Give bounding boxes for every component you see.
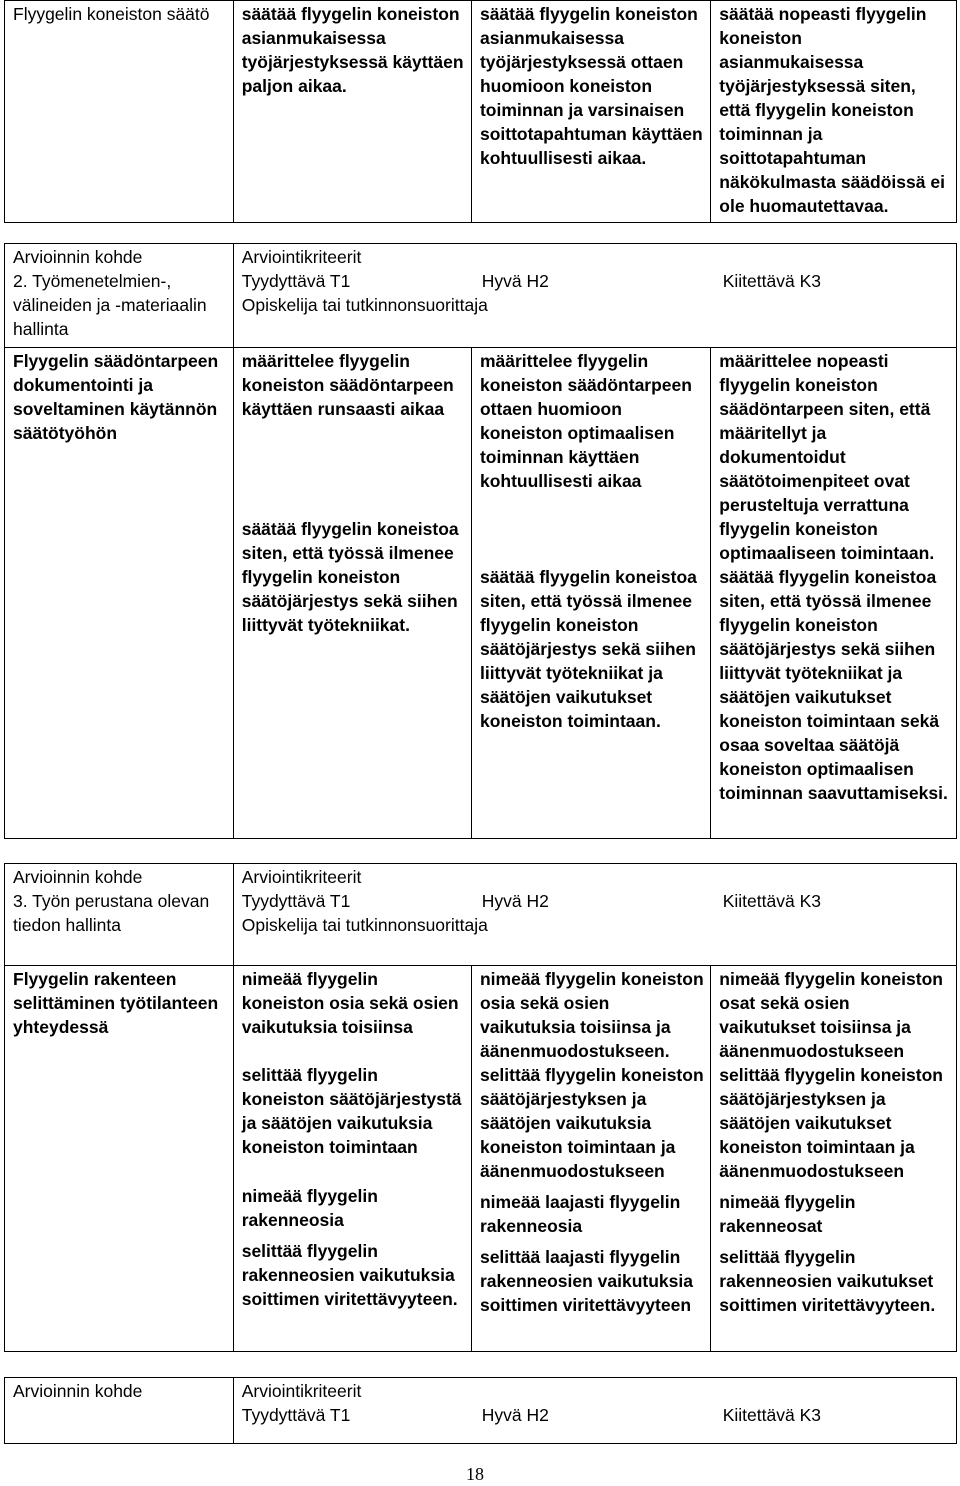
- criterion-text: nimeää flyygelin rakenneosia: [241, 1186, 378, 1230]
- cell-t1: [233, 1, 471, 223]
- cell-h2: [471, 348, 710, 839]
- cell-text: säätää flyygelin koneiston asianmukaisessa työjärjestyksessä käyttäen paljon aikaa.: [241, 4, 464, 96]
- section2-table: [4, 243, 957, 839]
- kohde-cell: [5, 244, 234, 348]
- section-header-row: [5, 244, 957, 348]
- table-row: [5, 966, 957, 1352]
- section-header-row: [5, 1378, 957, 1444]
- kohde-cell: [5, 1378, 234, 1444]
- grade-h2-label: Hyvä H2: [481, 271, 549, 291]
- kohde-cell: [5, 864, 234, 966]
- kohde-label: Arvioinnin kohde: [13, 867, 143, 887]
- kriteerit-cell: [233, 864, 956, 966]
- criterion-text: nimeää laajasti flyygelin rakenneosia: [479, 1192, 681, 1236]
- cell-k3: [711, 1, 957, 223]
- criterion-text: määrittelee nopeasti flyygelin koneiston säädöntarpeen siten, että määritellyt ja dokumentoidut säätötoimenpiteet ovat perusteltuja verrattuna flyygelin koneiston optimaaliseen toimintaan.: [719, 351, 935, 563]
- kriteerit-label: Arviointikriteerit: [241, 247, 362, 267]
- criterion-text: säätää flyygelin koneistoa siten, että työssä ilmenee flyygelin koneiston säätöjärjestys sekä siihen liittyvät työtekniikat ja säätöjen vaikutukset koneiston toimintaan sekä osaa soveltaa säätöjä koneiston optimaalisen toiminnan saavuttamiseksi.: [719, 567, 948, 803]
- grade-t1-label: Tyydyttävä T1: [241, 891, 351, 911]
- section-header-row: [5, 864, 957, 966]
- target-cell: [5, 966, 234, 1352]
- kriteerit-label: Arviointikriteerit: [241, 1381, 362, 1401]
- grade-k3-label: Kiitettävä K3: [722, 891, 821, 911]
- cell-h2: [471, 966, 710, 1352]
- section3-table: [4, 863, 957, 1352]
- cell-text: säätää nopeasti flyygelin koneiston asianmukaisessa työjärjestyksessä siten, että flyygelin koneiston toiminnan ja soittotapahtuman näkökulmasta säädöissä ei ole huomautettavaa.: [719, 4, 945, 216]
- criterion-text: selittää flyygelin koneiston säätöjärjestystä ja säätöjen vaikutuksia koneiston toimintaan: [241, 1065, 462, 1157]
- grade-h2-label: Hyvä H2: [481, 1405, 549, 1425]
- criterion-text: selittää flyygelin koneiston säätöjärjestyksen ja säätöjen vaikutukset koneiston toimintaan ja äänenmuodostukseen: [719, 1065, 943, 1181]
- kriteerit-cell: [233, 244, 956, 348]
- cell-t1: [233, 966, 471, 1352]
- target-cell: [5, 348, 234, 839]
- grade-t1-label: Tyydyttävä T1: [241, 271, 351, 291]
- row-title-text: Flyygelin koneiston säätö: [13, 4, 210, 24]
- criterion-text: selittää flyygelin koneiston säätöjärjestyksen ja säätöjen vaikutuksia koneiston toimintaan ja äänenmuodostukseen: [479, 1065, 704, 1181]
- criterion-text: nimeää flyygelin koneiston osia sekä osien vaikutuksia toisiinsa ja äänenmuodostukseen.: [479, 969, 704, 1061]
- criterion-text: nimeää flyygelin rakenneosat: [719, 1192, 856, 1236]
- criterion-text: selittää flyygelin rakenneosien vaikutukset soittimen viritettävyyteen.: [719, 1247, 936, 1315]
- criterion-text: määrittelee flyygelin koneiston säädöntarpeen ottaen huomioon koneiston optimaalisen toiminnan käyttäen kohtuullisesti aikaa: [479, 351, 692, 491]
- cell-h2: [471, 1, 710, 223]
- criterion-text: säätää flyygelin koneistoa siten, että työssä ilmenee flyygelin koneiston säätöjärjestys sekä siihen liittyvät työtekniikat.: [241, 519, 459, 635]
- grade-t1-label: Tyydyttävä T1: [241, 1405, 351, 1425]
- top-criteria-table: [4, 0, 957, 223]
- opiskelija-label: Opiskelija tai tutkinnonsuorittaja: [241, 915, 488, 935]
- kohde-label: Arvioinnin kohde: [13, 247, 143, 267]
- criterion-text: selittää flyygelin rakenneosien vaikutuksia soittimen viritettävyyteen.: [241, 1241, 458, 1309]
- criterion-text: selittää laajasti flyygelin rakenneosien vaikutuksia soittimen viritettävyyteen: [479, 1247, 693, 1315]
- cell-k3: [711, 348, 957, 839]
- grade-h2-label: Hyvä H2: [481, 891, 549, 911]
- kriteerit-label: Arviointikriteerit: [241, 867, 362, 887]
- cell-t1: [233, 348, 471, 839]
- grade-k3-label: Kiitettävä K3: [722, 271, 821, 291]
- target-text: Flyygelin rakenteen selittäminen työtilanteen yhteydessä: [13, 969, 219, 1037]
- page-number: 18: [466, 1464, 484, 1484]
- row-title: [5, 1, 234, 223]
- kohde-title: 3. Työn perustana olevan tiedon hallinta: [13, 891, 210, 935]
- criterion-text: määrittelee flyygelin koneiston säädöntarpeen käyttäen runsaasti aikaa: [241, 351, 454, 419]
- criterion-text: nimeää flyygelin koneiston osat sekä osien vaikutukset toisiinsa ja äänenmuodostukseen: [719, 969, 943, 1061]
- cell-k3: [711, 966, 957, 1352]
- table-row: [5, 348, 957, 839]
- criterion-text: säätää flyygelin koneistoa siten, että työssä ilmenee flyygelin koneiston säätöjärjestys sekä siihen liittyvät työtekniikat ja säätöjen vaikutukset koneiston toimintaan.: [479, 567, 697, 731]
- table-row: [5, 1, 957, 223]
- cell-text: säätää flyygelin koneiston asianmukaisessa työjärjestyksessä ottaen huomioon koneiston toiminnan ja varsinaisen soittotapahtuman käyttäen kohtuullisesti aikaa.: [479, 4, 703, 168]
- kohde-title: 2. Työmenetelmien-, välineiden ja -materiaalin hallinta: [13, 271, 207, 339]
- kohde-label: Arvioinnin kohde: [13, 1381, 143, 1401]
- section4-table: [4, 1377, 957, 1444]
- opiskelija-label: Opiskelija tai tutkinnonsuorittaja: [241, 295, 488, 315]
- target-text: Flyygelin säädöntarpeen dokumentointi ja soveltaminen käytännön säätötyöhön: [13, 351, 219, 443]
- grade-k3-label: Kiitettävä K3: [722, 1405, 821, 1425]
- kriteerit-cell: [233, 1378, 956, 1444]
- criterion-text: nimeää flyygelin koneiston osia sekä osien vaikutuksia toisiinsa: [241, 969, 459, 1037]
